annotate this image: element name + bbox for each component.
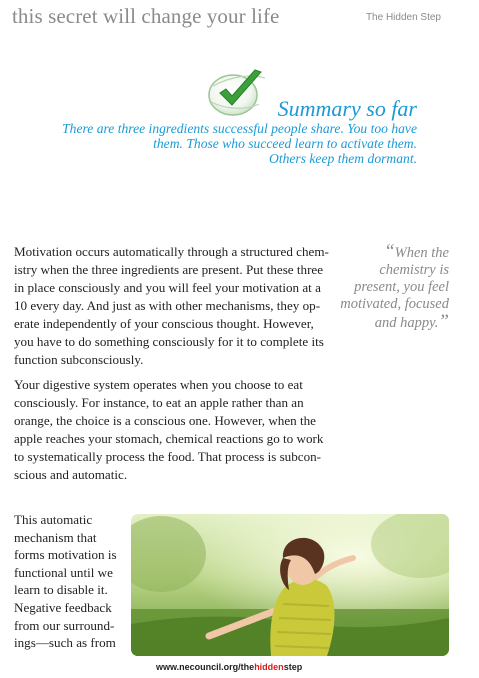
- summary-text: [0, 121, 417, 166]
- quote-open-mark: “: [384, 241, 395, 262]
- page-title: this secret will change your life: [12, 4, 280, 28]
- body-text: [14, 243, 333, 491]
- section-running-head: The Hidden Step: [365, 12, 441, 23]
- summary-line: Others keep them dormant.: [269, 151, 417, 166]
- check-mark-icon: [203, 64, 271, 120]
- footer-url-prefix: www.necouncil.org/the: [156, 662, 255, 672]
- summary-title: Summary so far: [277, 96, 417, 121]
- side-text: This automatic mechanism that forms motivation is functional until we learn to disable it. Negative feedback from our surround-ings—such as from: [14, 512, 117, 651]
- body-paragraph: Your digestive system operates when you choose to eat consciously. For instance, to eat an apple rather than an orange, the choice is a conscious one. However, when the apple reaches your stomach, chemical reactions go to work to systematically process the food. That process is subcon-scious and automatic.: [14, 377, 324, 482]
- body-paragraph: Motivation occurs automatically through a structured chem-istry when the three ingredients are present. Put these three in place consciously and you will feel your motivation at a 10 every day. And just as with other mechanisms, they op-erate independently of your conscious thought. However, you have to do something consciously for it to complete its function subconsciously.: [14, 244, 329, 367]
- summary-line: them. Those who succeed learn to activate them.: [153, 136, 417, 151]
- footer-url-accent: hidden: [254, 662, 284, 672]
- pull-quote-text: When the chemistry is present, you feel motivated, focused and happy.: [340, 245, 449, 331]
- quote-close-mark: ”: [438, 311, 449, 332]
- woman-in-field-photo: [131, 514, 449, 656]
- summary-line: There are three ingredients successful people share. You too have: [62, 121, 417, 136]
- pull-quote: [331, 243, 449, 332]
- footer-url: [156, 662, 302, 672]
- footer-url-suffix: step: [283, 662, 303, 672]
